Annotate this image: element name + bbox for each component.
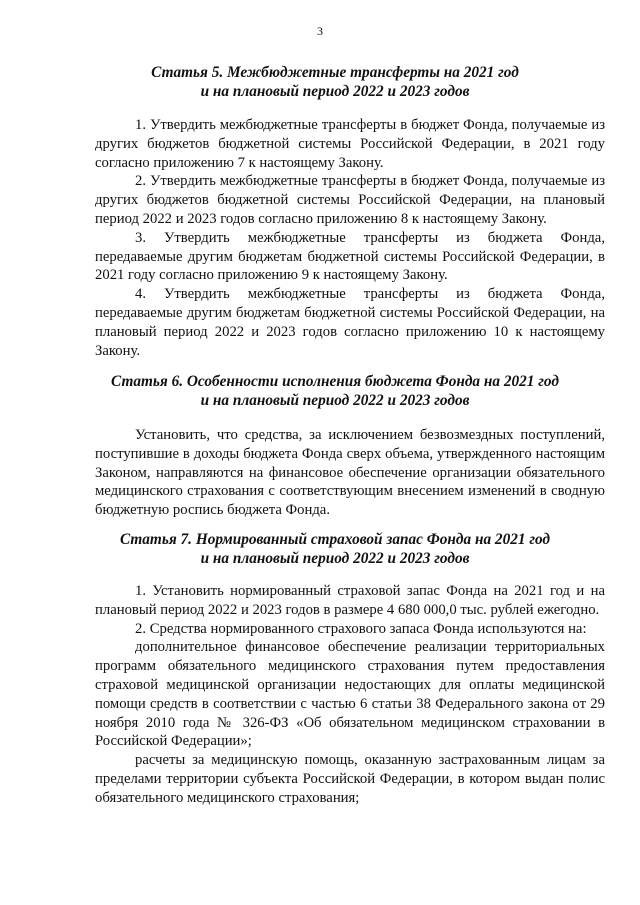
article-7-item-1: 1. Установить нормированный страховой запас Фонда на 2021 год и на плановый период 2022 и 2023 годов в размере 4 680 000,0 тыс. рублей ежегодно. bbox=[95, 583, 605, 618]
article-7-body bbox=[95, 582, 605, 808]
page-number: 3 bbox=[317, 24, 323, 38]
article-5-heading-line-2: и на плановый период 2022 и 2023 годов bbox=[200, 82, 470, 100]
article-7-subitem-2: расчеты за медицинскую помощь, оказанную застрахованным лицам за пределами территории субъекта Российской Федерации, в котором выдан полис обязательного медицинского страхования; bbox=[95, 752, 605, 806]
article-5-body bbox=[95, 116, 605, 360]
article-7-heading bbox=[80, 531, 590, 568]
article-5-heading-line-1: Статья 5. Межбюджетные трансферты на 2021 год bbox=[151, 64, 519, 81]
article-7-subitem-1: дополнительное финансовое обеспечение реализации территориальных программ обязательного медицинского страхования путем предоставления страховой медицинской организации недостающих для оплаты медицинской помощи средств в соответствии с частью 6 статьи 38 Федерального закона от 29 ноября 2010 года № 326-ФЗ «Об обязательном медицинском страховании в Российской Федерации»; bbox=[95, 639, 605, 750]
article-6-heading bbox=[80, 373, 590, 410]
article-7-item-2: 2. Средства нормированного страхового запаса Фонда используются на: bbox=[135, 620, 587, 637]
article-5-item-3: 3. Утвердить межбюджетные трансферты из бюджета Фонда, передаваемые другим бюджетам бюджетной системы Российской Федерации, в 2021 году согласно приложению 9 к настоящему Закону. bbox=[95, 229, 605, 284]
article-6-text: Установить, что средства, за исключением безвозмездных поступлений, поступившие в доходы бюджета Фонда сверх объема, утвержденного настоящим Законом, направляются на финансовое обеспечение организации обязательного медицинского страхования с соответствующим внесением изменений в сводную бюджетную роспись бюджета Фонда. bbox=[95, 427, 605, 519]
article-6-heading-line-2: и на плановый период 2022 и 2023 годов bbox=[200, 391, 470, 409]
article-5-heading bbox=[80, 64, 590, 101]
article-7-heading-line-2: и на плановый период 2022 и 2023 годов bbox=[200, 549, 470, 567]
article-5-item-1: 1. Утвердить межбюджетные трансферты в бюджет Фонда, получаемые из других бюджетов бюджетной системы Российской Федерации, в 2021 году согласно приложению 7 к настоящему Закону. bbox=[95, 117, 605, 171]
article-7-heading-line-1: Статья 7. Нормированный страховой запас Фонда на 2021 год bbox=[119, 531, 551, 548]
article-5-item-4: 4. Утвердить межбюджетные трансферты из бюджета Фонда, передаваемые другим бюджетам бюджетной системы Российской Федерации, на плановый период 2022 и 2023 годов согласно приложению 10 к настоящему Закону. bbox=[95, 286, 605, 359]
article-6-body bbox=[95, 426, 605, 520]
article-5-item-2: 2. Утвердить межбюджетные трансферты в бюджет Фонда, получаемые из других бюджетов бюджетной системы Российской Федерации, на плановый период 2022 и 2023 годов согласно приложению 8 к настоящему Закону. bbox=[95, 173, 605, 227]
article-6-heading-line-1: Статья 6. Особенности исполнения бюджета Фонда на 2021 год bbox=[111, 373, 559, 390]
